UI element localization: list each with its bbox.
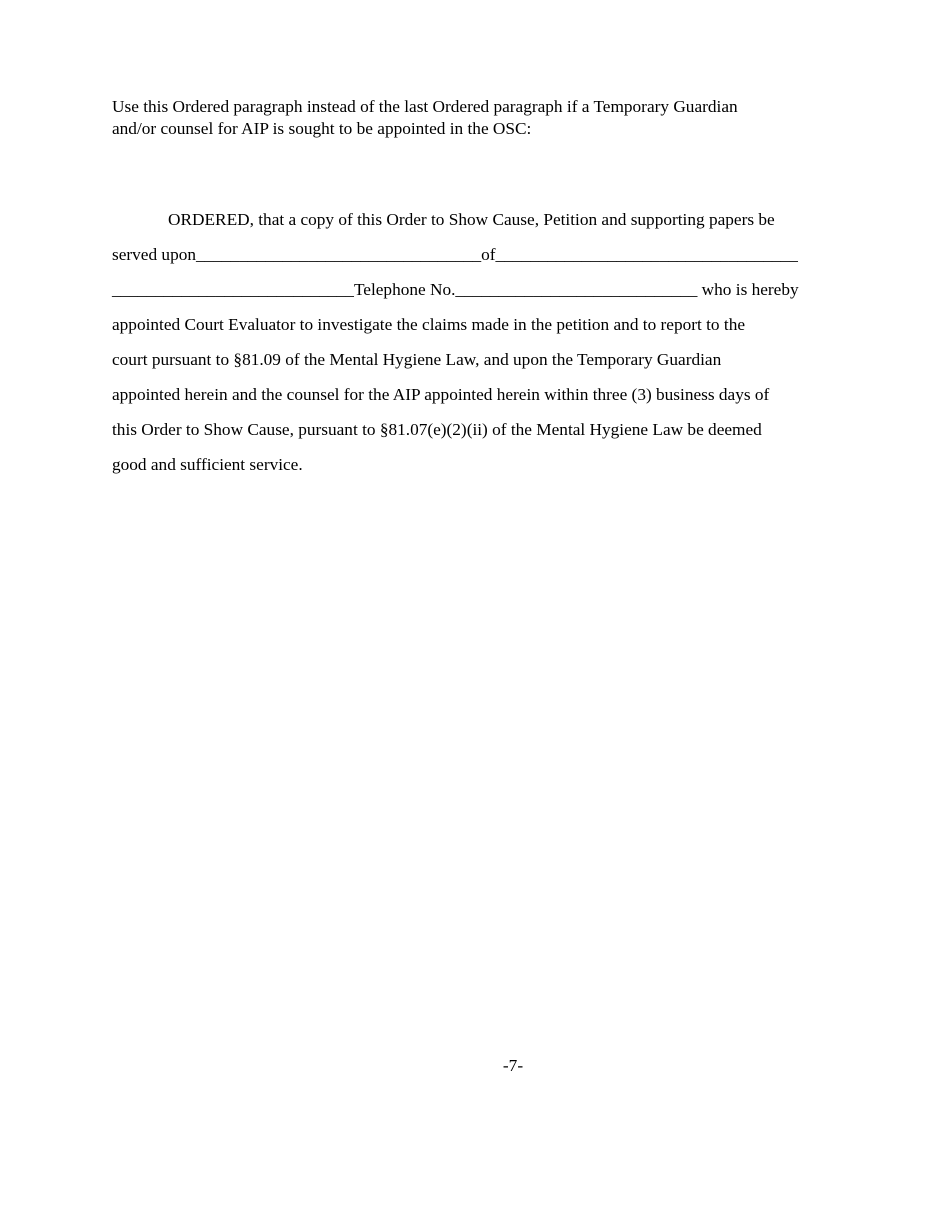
ordered-line-4: appointed Court Evaluator to investigate the claims made in the petition and to report to the	[112, 315, 746, 334]
ordered-line-5: court pursuant to §81.09 of the Mental Hygiene Law, and upon the Temporary Guardian	[112, 350, 722, 369]
ordered-line-8: good and sufficient service.	[112, 455, 303, 474]
ordered-line-3: ____________________________Telephone No.____________________________ who is hereby	[112, 280, 799, 299]
ordered-paragraph	[112, 208, 836, 488]
instruction-note	[112, 96, 832, 140]
ordered-line-6: appointed herein and the counsel for the AIP appointed herein within three (3) business days of	[112, 385, 770, 404]
instruction-line-2: and/or counsel for AIP is sought to be appointed in the OSC:	[112, 119, 532, 138]
page-number: -7-	[502, 1056, 524, 1075]
instruction-line-1: Use this Ordered paragraph instead of the last Ordered paragraph if a Temporary Guardian	[112, 97, 738, 116]
ordered-line-7: this Order to Show Cause, pursuant to §81.07(e)(2)(ii) of the Mental Hygiene Law be deemed	[112, 420, 762, 439]
ordered-line-2: served upon_________________________________of___________________________________	[112, 245, 798, 264]
ordered-line-1: ORDERED, that a copy of this Order to Show Cause, Petition and supporting papers be	[168, 210, 775, 229]
